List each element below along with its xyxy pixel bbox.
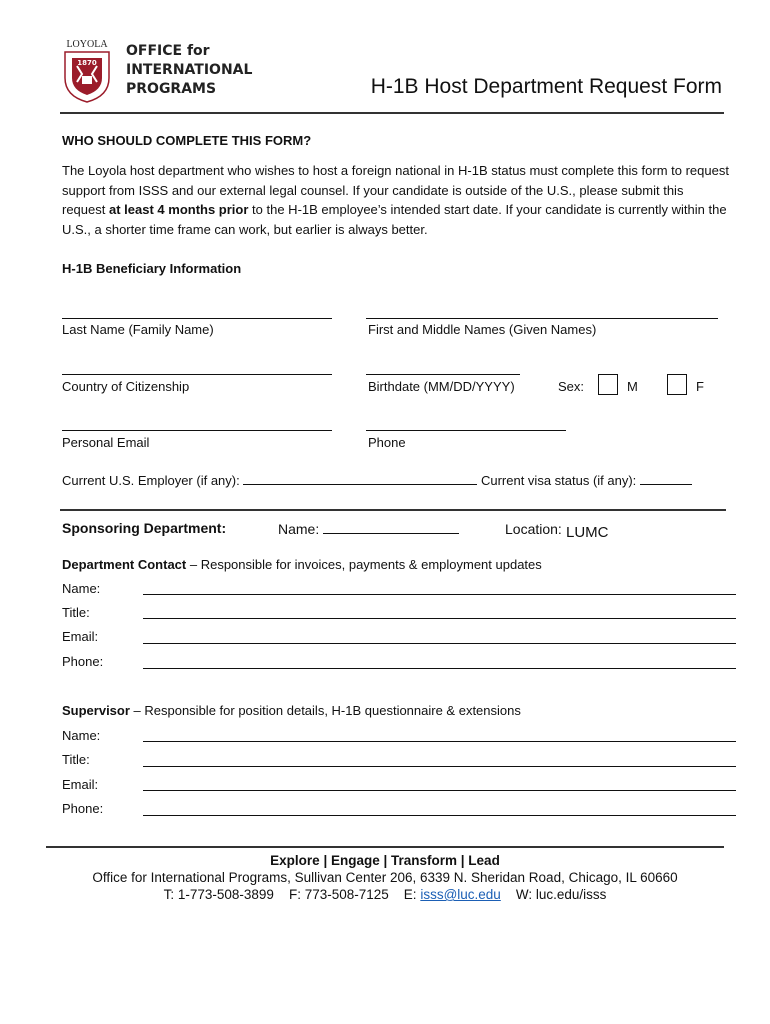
sponsor-name-field[interactable] [323,521,459,534]
footer-phone: T: 1-773-508-3899 [163,887,274,902]
seal-name-text: LOYOLA [66,39,108,50]
header-rule [60,112,724,114]
dept-contact-email-field[interactable] [143,643,736,644]
email-field[interactable] [62,416,332,431]
supervisor-title-field[interactable] [143,766,736,767]
footer-tagline: Explore | Engage | Transform | Lead [270,853,500,868]
footer-address: Office for International Programs, Sullivan Center 206, 6339 N. Sheridan Road, Chicago, IL 60660 [92,870,678,885]
footer-web: W: luc.edu/isss [515,887,607,902]
supervisor-phone-label: Phone: [62,801,104,816]
email-label: Personal Email [62,435,150,450]
dept-contact-title-field[interactable] [143,618,736,619]
dept-contact-name-field[interactable] [143,594,736,595]
dept-contact-email-label: Email: [62,629,99,644]
supervisor-phone-field[interactable] [143,815,736,816]
dept-contact-heading-bold: Department Contact [62,557,187,572]
last-name-label: Last Name (Family Name) [62,322,214,337]
dept-contact-heading [62,557,542,572]
given-names-label: First and Middle Names (Given Names) [368,322,597,337]
employer-label: Current U.S. Employer (if any): [62,473,240,488]
office-line-2: INTERNATIONAL [126,62,253,78]
supervisor-title-label: Title: [62,752,90,767]
footer-contact-row [0,886,770,903]
supervisor-name-field[interactable] [143,741,736,742]
dept-contact-name-label: Name: [62,581,101,596]
beneficiary-heading: H-1B Beneficiary Information [62,261,242,276]
dept-contact-title-label: Title: [62,605,90,620]
visa-field[interactable] [640,472,692,485]
employer-field[interactable] [243,472,477,485]
footer [0,852,770,903]
last-name-field[interactable] [62,304,332,319]
country-label: Country of Citizenship [62,379,190,394]
office-title [126,42,252,99]
footer-email-prefix: E: [403,887,417,902]
supervisor-heading-bold: Supervisor [62,703,130,718]
intro-bold-text: at least 4 months prior [109,202,249,217]
supervisor-heading-rest: – Responsible for position details, H-1B questionnaire & extensions [129,703,521,718]
intro-heading: WHO SHOULD COMPLETE THIS FORM? [62,133,312,148]
footer-fax: F: 773-508-7125 [288,887,389,902]
loyola-seal [60,38,114,104]
intro-paragraph [62,161,730,239]
sex-f-label: F [696,379,704,394]
dept-contact-phone-field[interactable] [143,668,736,669]
visa-label: Current visa status (if any): [480,473,637,488]
form-title: H-1B Host Department Request Form [370,75,722,98]
birthdate-field[interactable] [366,360,520,375]
supervisor-email-field[interactable] [143,790,736,791]
intro-text-1: The Loyola host department who wishes to host a foreign national in H-1B status must complete this form to request support from ISSS and our external legal counsel. If your candidate is outside of the U.S., please submit this request [62,163,729,217]
birthdate-label: Birthdate (MM/DD/YYYY) [368,379,515,394]
given-names-field[interactable] [366,304,718,319]
supervisor-name-label: Name: [62,728,101,743]
phone-field[interactable] [366,416,566,431]
sex-label: Sex: [558,379,585,394]
dept-contact-phone-label: Phone: [62,654,104,669]
sponsor-location-value[interactable]: LUMC [566,524,609,541]
phone-label: Phone [368,435,406,450]
intro-text-2: to the H-1B employee’s intended start date. If your candidate is currently within the U.S., a shorter time frame can work, but earlier is always better. [62,202,727,237]
footer-email-link[interactable]: isss@luc.edu [420,887,501,902]
office-line-1: OFFICE for [126,43,210,59]
office-line-3: PROGRAMS [126,81,217,97]
sponsor-location-label: Location: [505,521,562,537]
supervisor-email-label: Email: [62,777,99,792]
sponsor-name-label: Name: [278,521,320,537]
sex-m-label: M [627,379,638,394]
sponsor-name-row [278,521,459,537]
dept-contact-heading-rest: – Responsible for invoices, payments & employment updates [186,557,542,572]
seal-year-text: 1870 [77,59,97,67]
country-field[interactable] [62,360,332,375]
footer-rule [46,846,724,848]
section-rule-1 [60,509,726,511]
sponsor-label: Sponsoring Department: [62,520,227,536]
employer-row [62,472,692,488]
sex-m-checkbox[interactable] [598,374,618,395]
supervisor-heading [62,703,521,718]
sex-f-checkbox[interactable] [667,374,687,395]
